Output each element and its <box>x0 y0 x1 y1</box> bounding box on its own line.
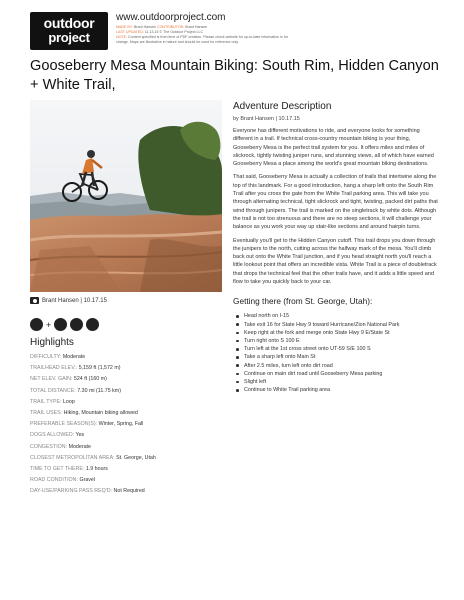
directions-heading: Getting there (from St. George, Utah): <box>233 296 373 307</box>
highlight-row <box>30 464 222 475</box>
highlight-value: 7.30 mi (11.75 km) <box>77 387 121 394</box>
highlight-key: TOTAL DISTANCE: <box>30 387 76 394</box>
highlight-key: PREFERABLE SEASON(S): <box>30 421 98 428</box>
meta-contributor: Brant Hansen <box>185 25 208 29</box>
camera-icon <box>30 297 39 304</box>
meta-made-by: Brant Hansen <box>133 25 156 29</box>
highlight-row <box>30 363 222 374</box>
highlight-value: 1.9 hours <box>85 466 108 473</box>
highlight-value: Moderate <box>68 443 91 450</box>
highlight-value: Gravel <box>79 477 96 484</box>
highlight-key: ROAD CONDITION: <box>30 477 78 484</box>
outdoor-project-logo[interactable] <box>30 12 108 50</box>
highlight-row <box>30 430 222 441</box>
direction-step: Turn left at the 1st cross street onto UT-59 S/E 100 S <box>233 345 440 353</box>
highlight-key: TRAIL TYPE: <box>30 398 62 405</box>
highlight-value: Not Required <box>113 488 145 495</box>
direction-step: Take exit 16 for State Hwy 9 toward Hurricane/Zion National Park <box>233 321 440 329</box>
highlight-value: Moderate <box>62 354 86 360</box>
plus-icon: + <box>46 319 52 330</box>
activity-icons <box>30 318 99 331</box>
photo-credit <box>30 297 107 304</box>
highlight-value: St. George, Utah <box>116 454 156 461</box>
highlights-heading: Highlights <box>30 337 74 348</box>
highlight-value: 5,159 ft (1,572 m) <box>78 365 121 372</box>
highlight-row <box>30 352 222 363</box>
highlight-row <box>30 419 222 430</box>
highlight-key: TRAILHEAD ELEV.: <box>30 365 78 372</box>
meta-last-updated-label: LAST UPDATED: <box>116 30 144 34</box>
highlight-row <box>30 453 222 464</box>
mountain-biker-on-slickrock-image <box>30 100 222 292</box>
highlight-value: Winter, Spring, Fall <box>98 421 144 428</box>
mountain-bike-icon <box>30 318 43 331</box>
highlight-row <box>30 374 222 385</box>
adventure-byline: by Brant Hansen | 10.17.15 <box>233 116 300 122</box>
highlight-row <box>30 386 222 397</box>
direction-step: Head north on I-15 <box>233 312 440 320</box>
highlight-key: DAY-USE/PARKING PASS REQ'D: <box>30 488 113 495</box>
highlight-key: DIFFICULTY: <box>30 354 62 360</box>
direction-step: After 2.5 miles, turn left onto dirt road <box>233 362 440 370</box>
highlight-row <box>30 408 222 419</box>
highlight-key: DOGS ALLOWED: <box>30 432 75 439</box>
direction-step: Take a sharp left onto Main St <box>233 353 440 361</box>
meta-note: Content specified is from time of PDF creation. Please check website for up-to-date information is for change. Maps are illustrative in nature and should be used for reference only. <box>116 35 288 44</box>
camping-icon <box>86 318 99 331</box>
direction-step: Keep right at the fork and merge onto State Hwy 9 E/State St <box>233 329 440 337</box>
highlight-row <box>30 486 222 497</box>
direction-step: Slight left <box>233 378 440 386</box>
meta-last-updated: 11.13.15 © The Outdoor Project LLC <box>144 30 204 34</box>
highlight-value: Loop <box>62 398 75 405</box>
highlight-row <box>30 442 222 453</box>
highlight-key: CONGESTION: <box>30 443 68 450</box>
pdf-meta <box>116 25 296 45</box>
highlight-key: NET ELEV. GAIN: <box>30 376 73 383</box>
meta-contributor-label: CONTRIBUTOR: <box>156 25 185 29</box>
meta-note-label: NOTE: <box>116 35 127 39</box>
adventure-description-section <box>233 101 440 394</box>
photo-credit-text: Brant Hansen | 10.17.15 <box>42 297 107 304</box>
page-title: Gooseberry Mesa Mountain Biking: South Rim, Hidden Canyon + White Trail, <box>30 58 439 93</box>
adventure-heading: Adventure Description <box>233 101 332 112</box>
site-url[interactable]: www.outdoorproject.com <box>116 12 226 23</box>
meta-made-by-label: MADE BY: <box>116 25 133 29</box>
direction-step: Continue to White Trail parking area <box>233 386 440 394</box>
highlight-row <box>30 397 222 408</box>
highlight-key: TRAIL USES: <box>30 410 63 417</box>
highlights-list <box>30 352 222 498</box>
highlight-key: TIME TO GET THERE: <box>30 466 85 473</box>
direction-step: Continue on main dirt road until Gooseberry Mesa parking <box>233 370 440 378</box>
highlight-row <box>30 475 222 486</box>
direction-step: Turn right onto S 100 E <box>233 337 440 345</box>
highlight-value: Yes <box>75 432 85 439</box>
highlight-key: CLOSEST METROPOLITAN AREA: <box>30 454 115 461</box>
adventure-paragraph-3: Eventually you'll get to the Hidden Canyon cutoff. This trail drops you down through the junipers to the north, cutting across the halfway mark of the mesa. You'll climb back out onto the White Trail junction, and if you head straight north you'll reach a little lookout point that offers an incredible vista. White Trail is a piece of doubletrack that drops the technical feel that the other trails have, and it adds a little speed and flow to take you quickly back to your car. <box>233 237 437 286</box>
logo-line-1: outdoor <box>43 15 95 31</box>
directions-list <box>233 312 440 394</box>
hiking-icon <box>54 318 67 331</box>
page-header <box>30 12 440 52</box>
logo-line-2: project <box>48 30 90 45</box>
hero-photo <box>30 100 222 292</box>
dog-icon <box>70 318 83 331</box>
highlight-value: Hiking, Mountain biking allowed <box>63 410 138 417</box>
adventure-paragraph-2: That said, Gooseberry Mesa is actually a collection of trails that intertwine along the top of this landmark. For a good introduction, hang a sharp left onto the South Rim Trail after you cross the gate from the White Trail parking area. This will take you through alternating technical, tight slickrock and tight, twisting, packed dirt paths that wind through junipers. The trail is marked on the singletrack by white dots. Although the trail is not too strenuous and there are no steep sections, it will challenge your balance as you work your way up stair-like sections and around hairpin turns. <box>233 174 438 231</box>
highlight-value: 524 ft (160 m) <box>73 376 107 383</box>
adventure-paragraph-1: Everyone has different motivations to ride, and everyone looks for something different in a trail. If technical cross-country mountain biking is your thing, Gooseberry Mesa is the perfect trail system for you. It offers miles and miles of slickrock, tightly twisting juniper runs, and stunning views, all of which have earned Gooseberry Mesa a place among the world's great mountain biking destinations. <box>233 128 434 168</box>
